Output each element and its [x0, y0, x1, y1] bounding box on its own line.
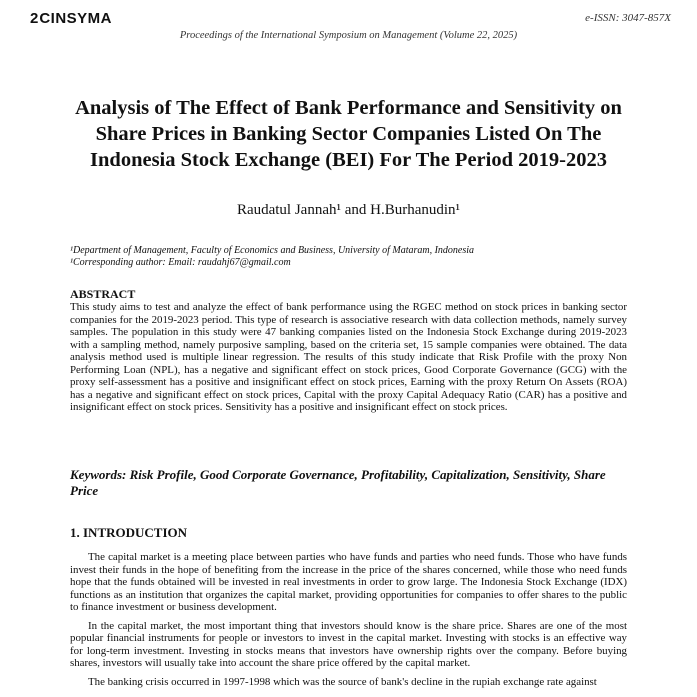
issn-label: e-ISSN: 3047-857X: [585, 12, 671, 24]
intro-paragraph: The banking crisis occurred in 1997-1998 which was the source of bank's decline in the rupiah exchange rate against: [88, 675, 597, 688]
logo-mark: 2: [30, 10, 39, 27]
logo-text: CINSYMA: [39, 10, 113, 27]
corresponding-author-line: ¹Corresponding author: Email: raudahj67@gmail.com: [70, 257, 291, 268]
paper-authors: Raudatul Jannah¹ and H.Burhanudin¹: [236, 202, 461, 218]
intro-paragraph: The capital market is a meeting place between parties who have funds and parties who need funds. Those who have funds invest their funds in the hope of benefiting from the increase in the price of the shares concerned, while those who need funds hope that the funds obtained will be invested in real investments in order to grow large. The Indonesia Stock Exchange (IDX) functions as an institution that organizes the capital market, providing opportunities for companies to offer shares to the public to finance investment or business development.: [70, 551, 627, 613]
abstract-body: This study aims to test and analyze the effect of bank performance using the RGEC method on stock prices in banking sector companies for the 2019-2023 period. This type of research is associative research with data collection methods, namely survey samples. The population in this study were 47 banking companies listed on the Indonesia Stock Exchange during 2019-2023 with a sampling method, namely purposive sampling, based on the criteria set, 15 sample companies were obtained. The data analysis method used is multiple linear regression. The results of this study indicate that Risk Profile with the proxy Non Performing Loan (NPL), has a negative and significant effect on stock prices, Good Corporate Governance (GCG) with the proxy self-assessment has a positive and insignificant effect on stock prices, Earning with the proxy Return On Assets (ROA) has a negative and significant effect on stock prices, Capital with the proxy Capital Adequacy Ratio (CAR) has a positive and insignificant effect on stock prices. Sensitivity has a positive and insignificant effect on stock prices.: [70, 301, 627, 413]
intro-paragraph: In the capital market, the most important thing that investors should know is the share price. Shares are one of the most popular financial instruments for people or investors to invest in the capital market. Investing with stocks is an effective way for long-term investment. Investing in stocks means that investors have ownership rights over the company. Before buying shares, investors will usually take into account the share price offered by the capital market.: [70, 619, 627, 669]
section-heading-introduction: 1. INTRODUCTION: [70, 525, 188, 540]
abstract-heading: ABSTRACT: [70, 287, 136, 301]
affiliations: [70, 245, 670, 269]
introduction-body: [70, 551, 627, 694]
paper-title: Analysis of The Effect of Bank Performance and Sensitivity on Share Prices in Banking Sector Companies Listed On The Indonesia Stock Exchange (BEI) For The Period 2019-2023: [75, 97, 622, 171]
keywords: Keywords: Risk Profile, Good Corporate Governance, Profitability, Capitalization, Sensitivity, Share Price: [70, 467, 606, 498]
affiliation-line: ¹Department of Management, Faculty of Economics and Business, University of Mataram, Indonesia: [70, 245, 475, 256]
proceedings-header: Proceedings of the International Symposium on Management (Volume 22, 2025): [179, 30, 518, 41]
journal-logo: [30, 10, 112, 27]
